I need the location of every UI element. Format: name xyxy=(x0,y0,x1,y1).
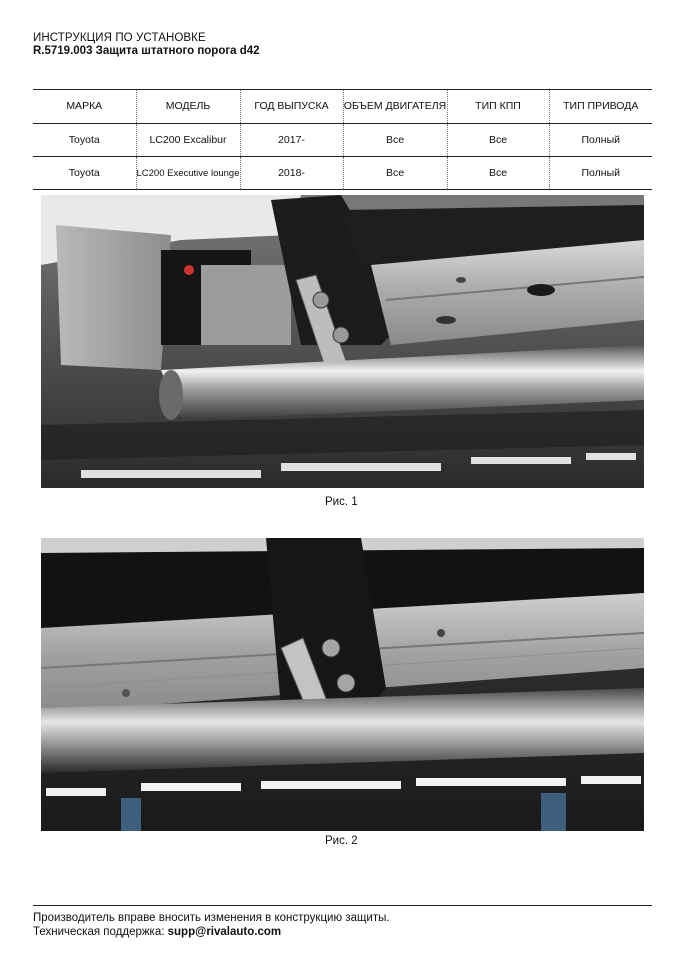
footer-support xyxy=(33,926,281,938)
cell-gearbox: Все xyxy=(447,157,549,190)
installation-photo-1 xyxy=(41,195,644,488)
footer-disclaimer: Производитель вправе вносить изменения в конструкцию защиты. xyxy=(33,912,390,924)
support-label: Техническая поддержка: xyxy=(33,926,168,938)
table-row xyxy=(33,124,652,157)
figure-caption-2: Рис. 2 xyxy=(325,835,358,847)
cell-engine: Все xyxy=(343,124,447,157)
col-header-model: МОДЕЛЬ xyxy=(136,90,240,124)
cell-year: 2017- xyxy=(240,124,343,157)
col-header-gearbox: ТИП КПП xyxy=(447,90,549,124)
cell-gearbox: Все xyxy=(447,124,549,157)
document-title: ИНСТРУКЦИЯ ПО УСТАНОВКЕ xyxy=(33,32,206,44)
col-header-drive: ТИП ПРИВОДА xyxy=(549,90,652,124)
cell-drive: Полный xyxy=(549,157,652,190)
cell-make: Toyota xyxy=(33,157,136,190)
footer-divider xyxy=(33,905,652,906)
vehicle-compatibility-table xyxy=(33,89,652,190)
cell-drive: Полный xyxy=(549,124,652,157)
col-header-year: ГОД ВЫПУСКА xyxy=(240,90,343,124)
table-header-row xyxy=(33,90,652,124)
support-email[interactable]: supp@rivalauto.com xyxy=(167,926,282,938)
figure-caption-1: Рис. 1 xyxy=(325,496,358,508)
installation-photo-2 xyxy=(41,538,644,831)
product-name: R.5719.003 Защита штатного порога d42 xyxy=(33,45,260,57)
cell-make: Toyota xyxy=(33,124,136,157)
col-header-make: МАРКА xyxy=(33,90,136,124)
cell-engine: Все xyxy=(343,157,447,190)
col-header-engine: ОБЪЕМ ДВИГАТЕЛЯ xyxy=(343,90,447,124)
table-row xyxy=(33,157,652,190)
cell-year: 2018- xyxy=(240,157,343,190)
cell-model: LC200 Excalibur xyxy=(136,124,240,157)
cell-model: LC200 Executive lounge xyxy=(136,157,240,190)
